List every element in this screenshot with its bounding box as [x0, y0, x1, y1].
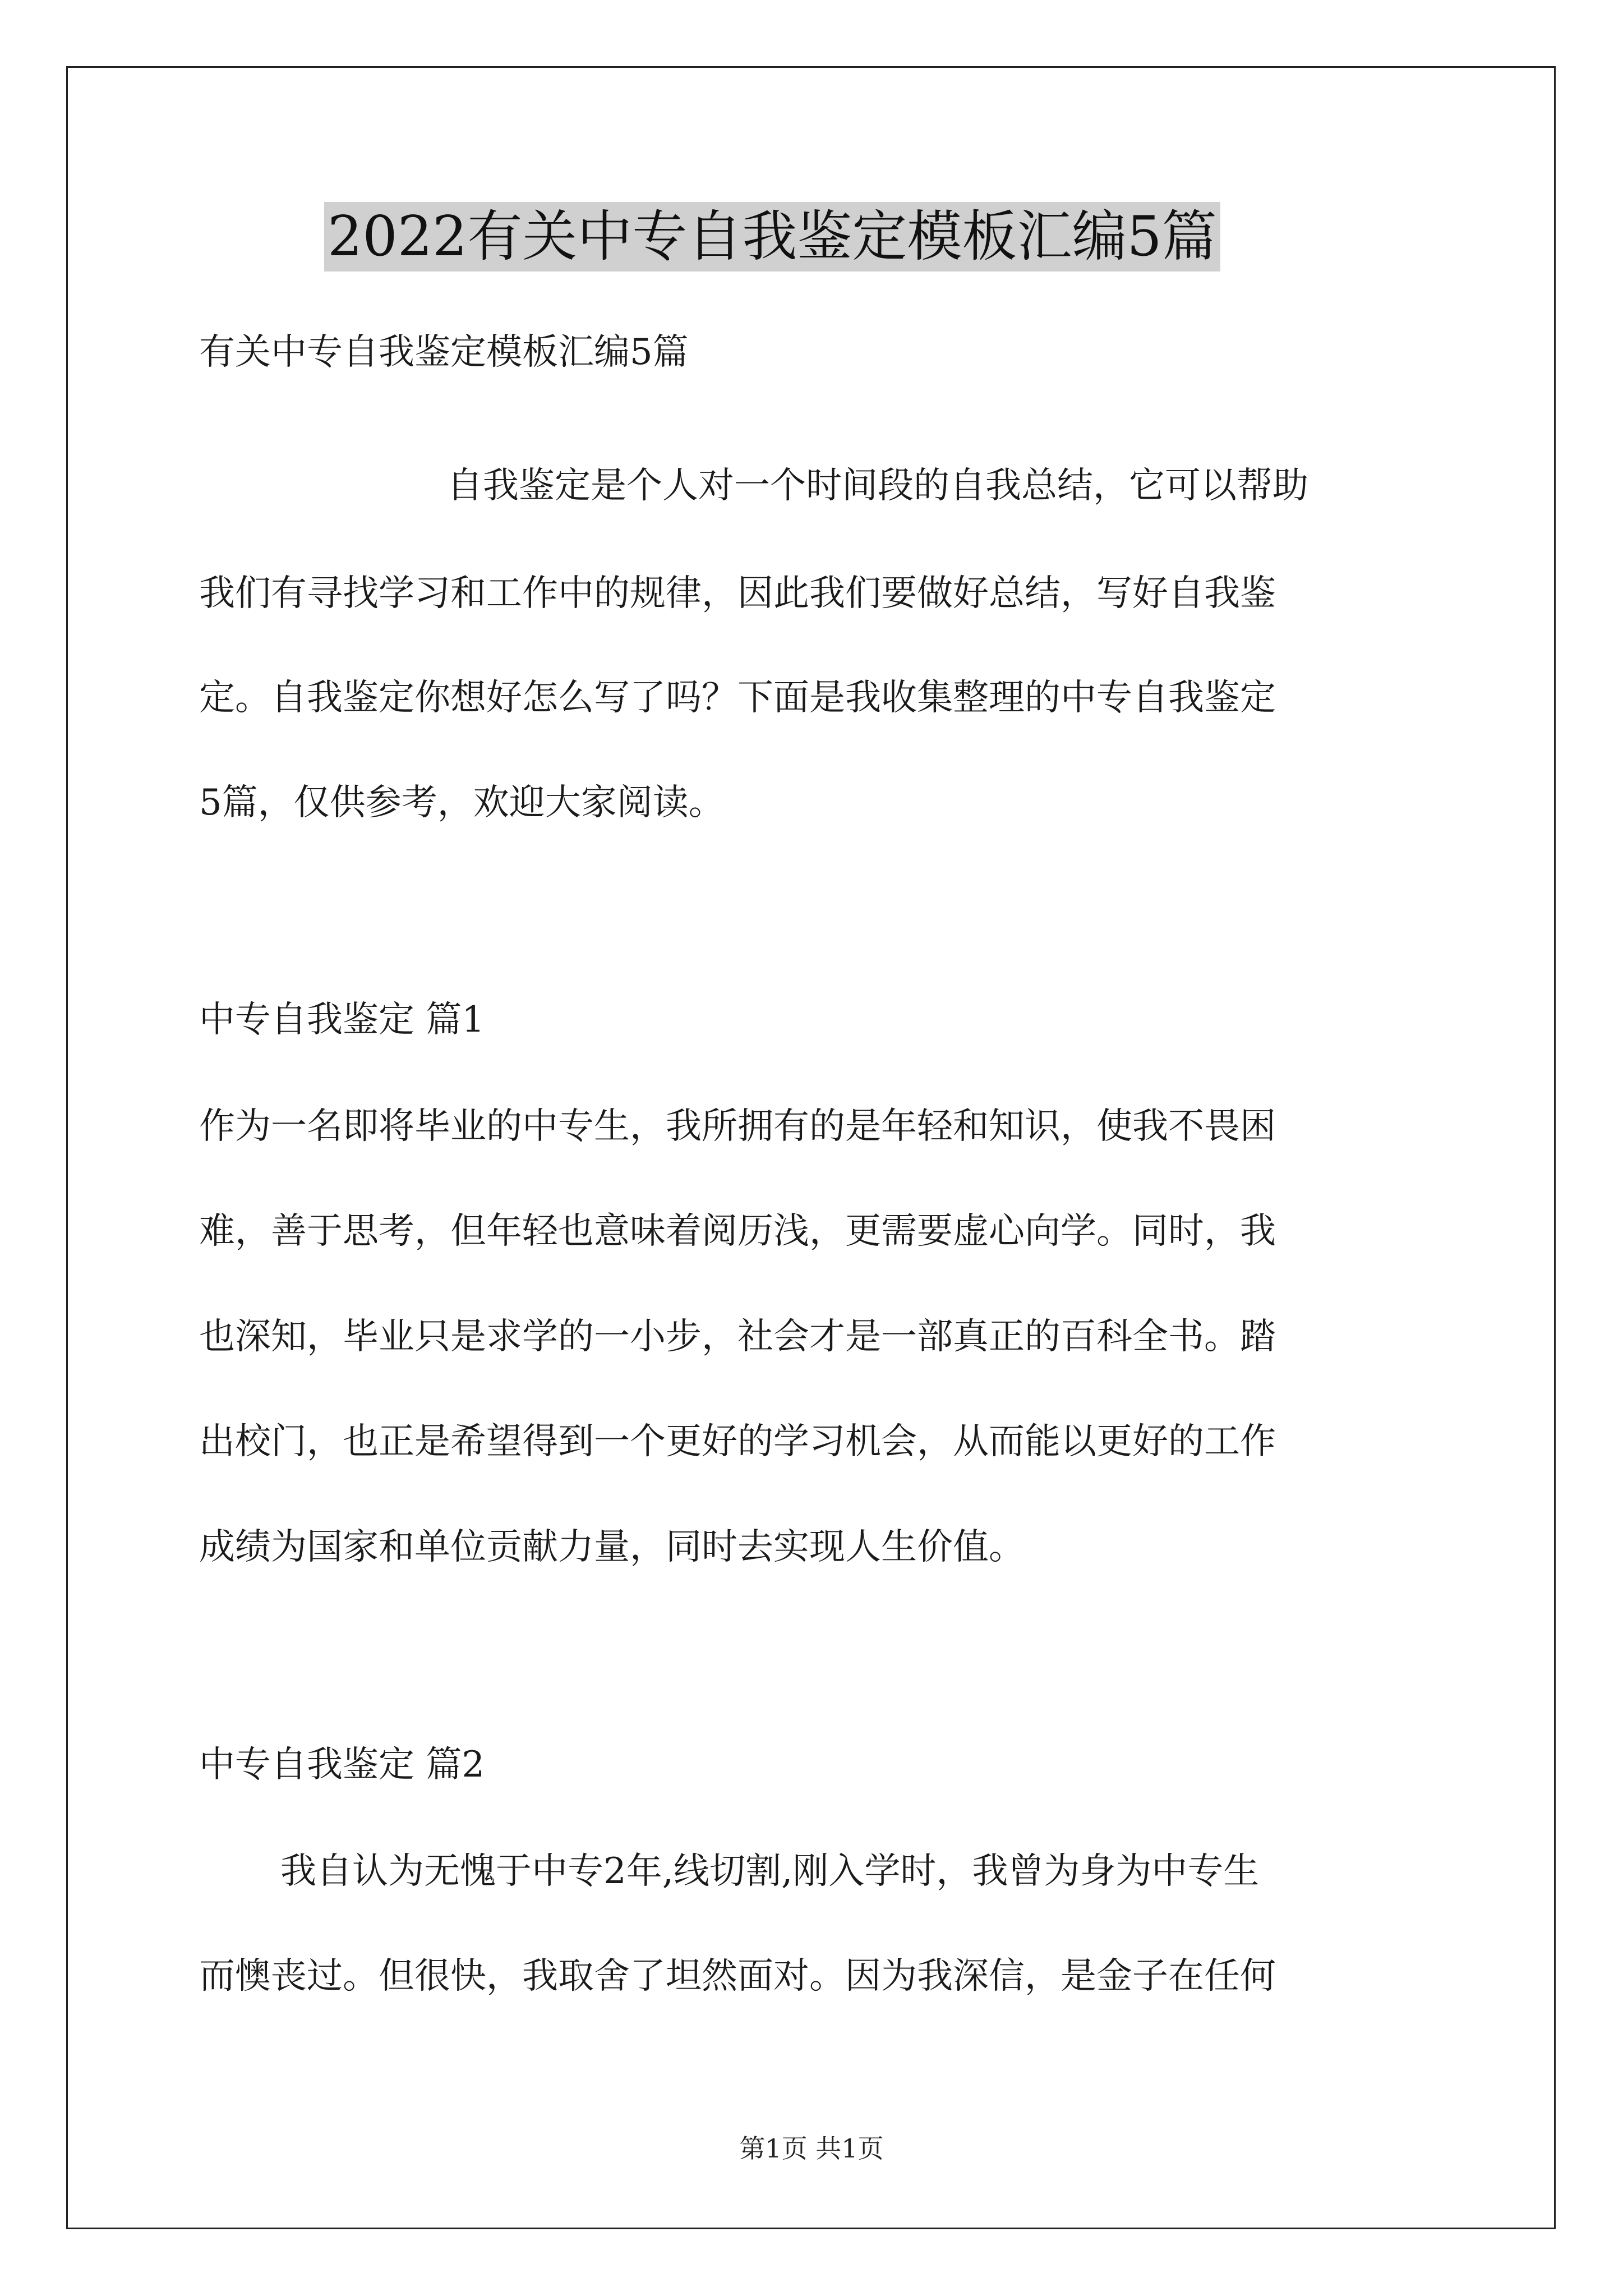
section1-line: 成绩为国家和单位贡献力量，同时去实现人生价值。 — [199, 1526, 1025, 1568]
intro-line: 我们有寻找学习和工作中的规律，因此我们要做好总结，写好自我鉴 — [199, 573, 1276, 614]
intro-line: 定。自我鉴定你想好怎么写了吗？下面是我收集整理的中专自我鉴定 — [199, 677, 1276, 719]
document-subtitle: 有关中专自我鉴定模板汇编5篇 — [199, 332, 689, 373]
section1-line: 出校门，也正是希望得到一个更好的学习机会，从而能以更好的工作 — [199, 1421, 1276, 1462]
section-heading-2: 中专自我鉴定 篇2 — [199, 1744, 485, 1786]
document-title: 2022有关中专自我鉴定模板汇编5篇 — [324, 202, 1220, 272]
page-footer: 第1页 共1页 — [739, 2133, 884, 2164]
section-heading-1: 中专自我鉴定 篇1 — [199, 999, 485, 1041]
intro-line: 5篇，仅供参考，欢迎大家阅读。 — [199, 782, 725, 823]
section1-line: 作为一名即将毕业的中专生，我所拥有的是年轻和知识，使我不畏困 — [199, 1106, 1276, 1147]
section1-line: 也深知，毕业只是求学的一小步，社会才是一部真正的百科全书。踏 — [199, 1316, 1276, 1358]
intro-line: 自我鉴定是个人对一个时间段的自我总结，它可以帮助 — [447, 465, 1308, 507]
section2-line: 我自认为无愧于中专2年,线切割,刚入学时，我曾为身为中专生 — [280, 1851, 1260, 1892]
section1-line: 难，善于思考，但年轻也意味着阅历浅，更需要虚心向学。同时，我 — [199, 1211, 1276, 1252]
section2-line: 而懊丧过。但很快，我取舍了坦然面对。因为我深信，是金子在任何 — [199, 1955, 1276, 1997]
